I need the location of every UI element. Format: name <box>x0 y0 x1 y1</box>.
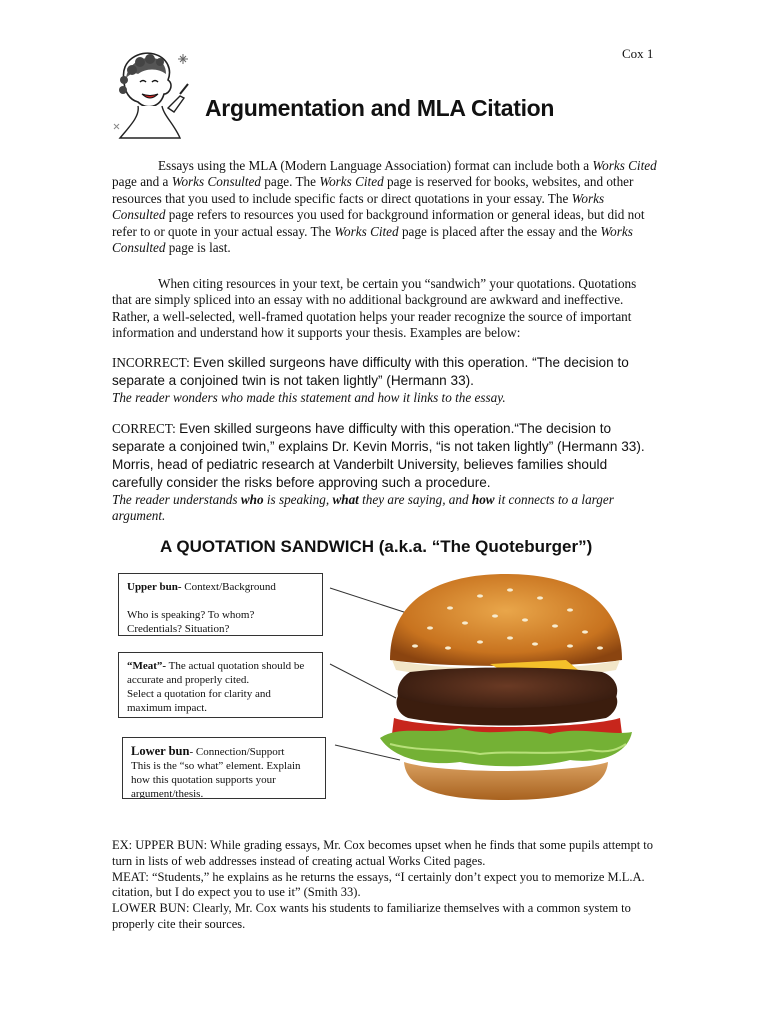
intro-paragraph-1: Essays using the MLA (Modern Language Association) format can include both a Works Cited page and a Works Consulted page. The Works Cited page is reserved for books, websites, and other resources that you used to include specific facts or direct quotations in your essay. The Works Consulted page refers to resources you used for background information or general ideas, but did not refer to or quote in your actual essay. The Works Cited page is placed after the essay and the Works Consulted page is last. <box>112 158 657 256</box>
example-lower-bun: LOWER BUN: Clearly, Mr. Cox wants his students to familiarize themselves with a common system to properly cite their sources. <box>112 901 631 931</box>
correct-note: The reader understands who is speaking, what they are saying, and how it connects to a larger argument. <box>112 492 614 523</box>
page-number: Cox 1 <box>622 46 654 61</box>
incorrect-example: INCORRECT: Even skilled surgeons have difficulty with this operation. “The decision to separate a conjoined twin is not taken lightly” (Hermann 33). The reader wonders who made this statement and how it links to the essay. <box>112 354 660 406</box>
page-title: Argumentation and MLA Citation <box>205 95 555 121</box>
upper-bun-box: Upper bun- Context/Background Who is speaking? To whom? Credentials? Situation? <box>118 573 323 636</box>
meat-box: “Meat”- The actual quotation should be accurate and properly cited. Select a quotation for clarity and maximum impact. <box>118 652 323 718</box>
example-section <box>112 838 660 933</box>
sandwich-title: A QUOTATION SANDWICH (a.k.a. “The Quoteburger”) <box>160 537 593 556</box>
example-upper-bun: EX: UPPER BUN: While grading essays, Mr. Cox becomes upset when he finds that some pupils attempt to turn in lists of web addresses instead of creating actual Works Cited pages. <box>112 838 654 868</box>
correct-example: CORRECT: Even skilled surgeons have difficulty with this operation.“The decision to separate a conjoined twin,” explains Dr. Kevin Morris, “is not taken lightly” (Hermann 33). Morris, head of pediatric research at Vanderbilt University, believes families should carefully consider the risks before approving such a procedure. The reader understands who is speaking, what they are saying, and how it connects to a larger argument. <box>112 420 660 524</box>
lower-bun-box: Lower bun- Connection/Support This is the “so what” element. Explain how this quotation supports your argument/thesis. <box>122 737 326 799</box>
intro-paragraph-2: When citing resources in your text, be certain you “sandwich” your quotations. Quotations that are simply spliced into an essay with no additional background are awkward and ineffective. Rather, a well-selected, well-framed quotation helps your reader recognize the source of important information and understand how it supports your thesis. Examples are below: <box>112 276 637 341</box>
example-meat: MEAT: “Students,” he explains as he returns the essays, “I certainly don’t expect you to memorize M.L.A. citation, but I do expect you to use it” (Smith 33). <box>112 869 645 900</box>
incorrect-note: The reader wonders who made this statement and how it links to the essay. <box>112 390 506 405</box>
hamburger-illustration <box>370 568 642 808</box>
